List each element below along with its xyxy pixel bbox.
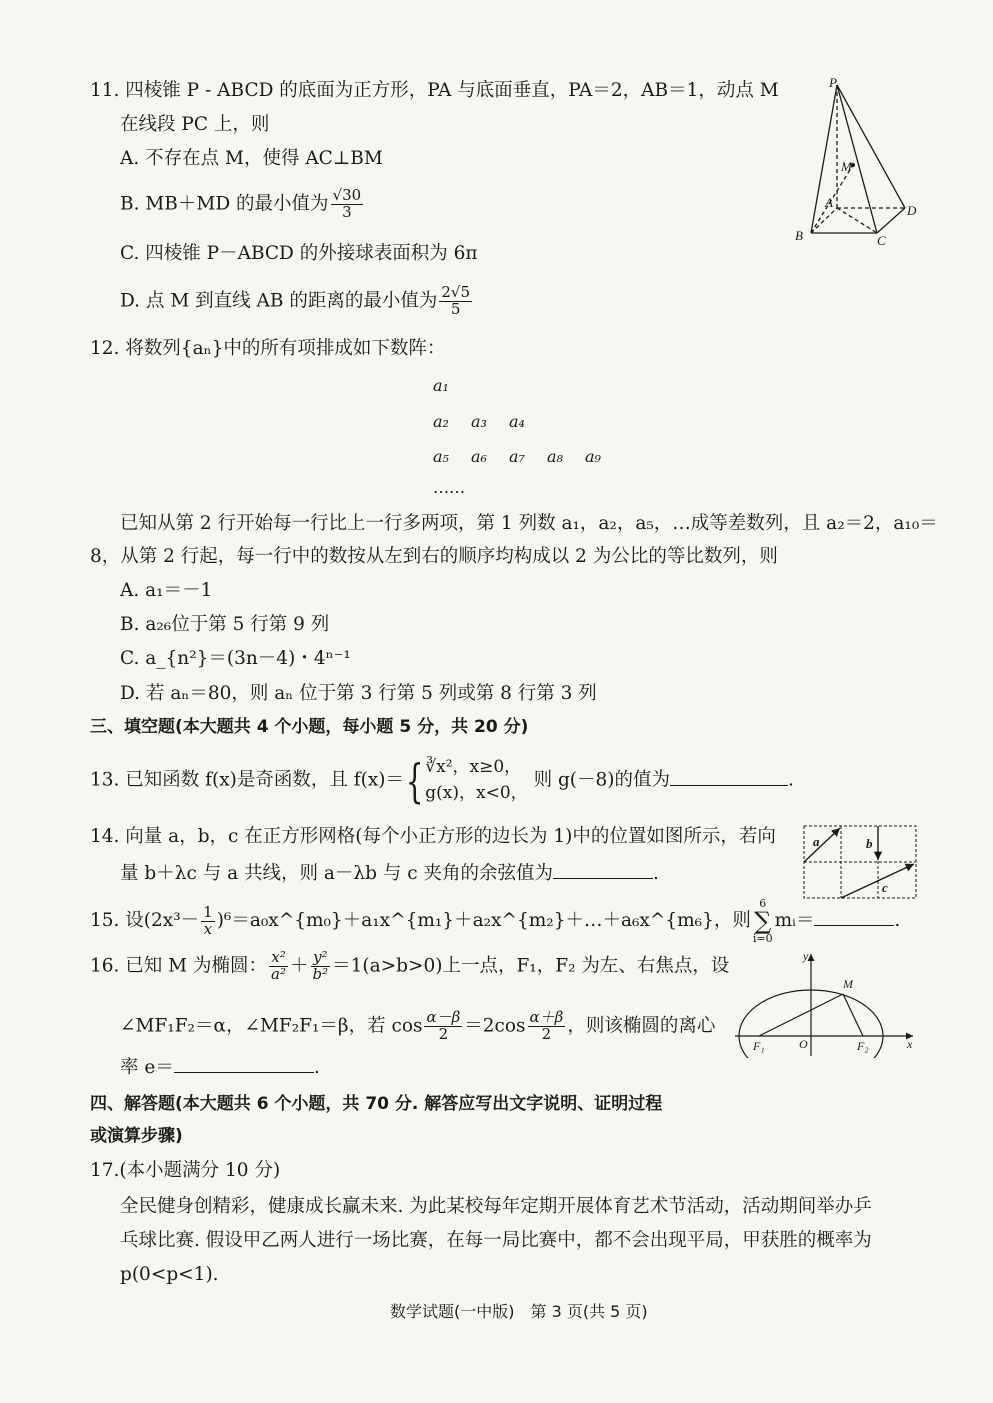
matrix-cell: a₄ xyxy=(509,412,525,431)
q15-middle: )⁶＝a₀x^{m₀}＋a₁x^{m₁}＋a₂x^{m₂}＋…＋a₆x^{m₆}，则 xyxy=(216,910,751,931)
label-y-axis: y xyxy=(803,949,809,963)
q16-x-fraction xyxy=(269,950,288,983)
q13-case2: g(x)，x<0， xyxy=(425,782,528,803)
pyramid-figure xyxy=(785,75,925,250)
fraction-numerator: α－β xyxy=(426,1008,461,1026)
q16-answer-blank[interactable] xyxy=(174,1054,314,1073)
q16-line2-middle: ＝2cos xyxy=(464,1015,526,1037)
q16-postfix: ＝1(a>b>0)上一点，F₁，F₂ 为左、右焦点，设 xyxy=(332,955,730,977)
fraction-numerator: α＋β xyxy=(529,1008,564,1026)
q16-line2-postfix: ，则该椭圆的离心 xyxy=(567,1015,716,1037)
q12-stem: 12. 将数列{aₙ}中的所有项排成如下数阵： xyxy=(90,338,446,359)
grid-lines xyxy=(804,826,916,898)
sum-symbol xyxy=(753,898,773,944)
q11-option-b-fraction xyxy=(331,188,364,221)
q12-line1: 已知从第 2 行开始每一行比上一行多两项，第 1 列数 a₁，a₂，a₅，…成等差数列，且 a₂＝2，a₁₀＝ xyxy=(120,513,938,534)
matrix-dots: …… xyxy=(433,478,465,497)
fraction-denominator: 3 xyxy=(342,202,352,221)
q16-prefix: 16. 已知 M 为椭圆： xyxy=(90,955,268,977)
section3-heading: 三、填空题(本大题共 4 个小题，每小题 5 分，共 20 分) xyxy=(90,717,529,737)
q14-line2 xyxy=(120,860,659,885)
q12-line2: 8，从第 2 行起，每一行中的数按从左到右的顺序均构成以 2 为公比的等比数列，则 xyxy=(90,546,778,567)
q16-line2-prefix: ∠MF₁F₂＝α，∠MF₂F₁＝β，若 cos xyxy=(120,1015,423,1037)
fraction-denominator: a² xyxy=(271,964,286,983)
q12-option-b: B. a₂₆位于第 5 行第 9 列 xyxy=(120,614,330,635)
q16-line2 xyxy=(120,1010,715,1043)
fraction-denominator: 5 xyxy=(450,299,461,318)
sigma-icon: ∑ xyxy=(754,907,772,935)
label-f2: F₂ xyxy=(857,1039,869,1053)
matrix-cell: a₂ xyxy=(433,412,449,431)
section4-heading-line2: 或演算步骤) xyxy=(90,1126,183,1146)
q13-end: . xyxy=(788,769,794,791)
ellipse-figure xyxy=(735,948,920,1058)
q14-end: . xyxy=(652,863,659,884)
matrix-cell: a₇ xyxy=(509,447,525,466)
fraction-numerator: √30 xyxy=(332,186,362,204)
q11-option-d-text: D. 点 M 到直线 AB 的距离的最小值为 xyxy=(120,290,438,312)
q13-case1: ∛x²，x≥0， xyxy=(425,757,522,777)
q11-stem-line2: 在线段 PC 上，则 xyxy=(120,114,270,135)
q14-line1: 14. 向量 a，b，c 在正方形网格(每个小正方形的边长为 1)中的位置如图所示，若向 xyxy=(90,826,776,847)
fraction-numerator: 1 xyxy=(203,902,213,921)
q15-line xyxy=(90,898,900,944)
q15-sum-body: mᵢ＝ xyxy=(774,910,815,931)
q13-prefix: 13. 已知函数 f(x)是奇函数，且 f(x)＝ xyxy=(90,769,404,791)
q14-line2-text: 量 b＋λc 与 a 共线，则 a－λb 与 c 夹角的余弦值为 xyxy=(120,863,553,884)
segment-mf2 xyxy=(843,994,863,1036)
q12-option-d: D. 若 aₙ＝80，则 aₙ 位于第 3 行第 5 列或第 8 行第 3 列 xyxy=(120,683,597,704)
q15-prefix: 15. 设(2x³－ xyxy=(90,910,200,931)
q11-option-c: C. 四棱锥 P－ABCD 的外接球表面积为 6π xyxy=(120,243,478,264)
fraction-denominator: b² xyxy=(312,964,329,983)
label-vector-a: a xyxy=(813,834,820,849)
sum-upper-limit: 6 xyxy=(759,897,767,910)
fraction-denominator: 2 xyxy=(438,1024,449,1043)
q12-option-a: A. a₁＝－1 xyxy=(120,580,213,601)
label-point-m: M xyxy=(843,977,853,991)
label-vector-c: c xyxy=(882,880,888,895)
q16-cos1-fraction xyxy=(424,1010,462,1043)
q16-y-fraction xyxy=(311,950,331,983)
q16-cos2-fraction xyxy=(528,1010,566,1043)
q15-fraction xyxy=(201,902,215,938)
matrix-cell: a₉ xyxy=(585,447,601,466)
q13-line xyxy=(90,755,794,806)
fraction-numerator: x² xyxy=(269,950,288,967)
q13-answer-blank[interactable] xyxy=(670,767,788,786)
fraction-numerator: y² xyxy=(311,950,331,967)
edge-cd xyxy=(877,208,905,233)
label-vector-b: b xyxy=(866,836,873,851)
matrix-cell: a₃ xyxy=(471,412,487,431)
q17-line1: 全民健身创精彩，健康成长赢未来. 为此某校每年定期开展体育艺术节活动，活动期间举办乒 xyxy=(120,1196,872,1217)
q11-option-d-fraction xyxy=(439,285,472,318)
q11-option-a: A. 不存在点 M，使得 AC⊥BM xyxy=(120,148,383,169)
page-footer: 数学试题(一中版) 第 3 页(共 5 页) xyxy=(390,1302,648,1321)
q17-line2: 乓球比赛. 假设甲乙两人进行一场比赛，在每一局比赛中，都不会出现平局，甲获胜的概率为 xyxy=(120,1230,872,1251)
matrix-cell: a₆ xyxy=(471,447,487,466)
q12-option-c: C. a_{n²}＝(3n－4)・4ⁿ⁻¹ xyxy=(120,648,351,669)
q13-postfix: 则 g(－8)的值为 xyxy=(533,769,670,791)
q16-end: . xyxy=(313,1057,320,1078)
label-x-axis: x xyxy=(907,1037,913,1051)
label-origin: O xyxy=(799,1037,808,1051)
brace-icon: { xyxy=(405,753,424,808)
q16-plus: ＋ xyxy=(289,955,309,977)
q16-line3 xyxy=(120,1054,320,1079)
edge-pb xyxy=(811,85,837,233)
segment-mf1 xyxy=(759,994,843,1036)
q16-line1 xyxy=(90,950,729,983)
q11-option-d xyxy=(120,285,474,318)
matrix-cell: a₈ xyxy=(547,447,563,466)
label-f1: F₁ xyxy=(753,1039,765,1053)
fraction-denominator: x xyxy=(203,919,213,938)
vector-grid-figure xyxy=(800,822,920,902)
fraction-denominator: 2 xyxy=(541,1024,552,1043)
section4-heading-line1: 四、解答题(本大题共 6 个小题，共 70 分. 解答应写出文字说明、证明过程 xyxy=(90,1094,663,1114)
fraction-numerator: 2√5 xyxy=(441,283,471,301)
matrix-cell: a₅ xyxy=(433,447,449,466)
edge-pd xyxy=(837,85,905,208)
label-p: P xyxy=(829,75,837,90)
q14-answer-blank[interactable] xyxy=(553,860,653,879)
sum-lower-limit: i=0 xyxy=(752,932,773,945)
q16-line3-text: 率 e＝ xyxy=(120,1057,174,1078)
label-d: D xyxy=(907,203,917,218)
q15-end: . xyxy=(894,910,901,931)
label-c: C xyxy=(877,233,886,248)
q17-line3: p(0<p<1). xyxy=(120,1264,219,1285)
label-m: M xyxy=(841,159,852,174)
q17-heading: 17.(本小题满分 10 分) xyxy=(90,1160,281,1181)
vector-a xyxy=(804,828,840,862)
q13-piecewise xyxy=(425,755,527,806)
q15-answer-blank[interactable] xyxy=(814,907,894,926)
label-a: A xyxy=(825,195,833,210)
matrix-cell: a₁ xyxy=(433,376,449,395)
label-b: B xyxy=(795,228,803,243)
q11-option-b xyxy=(120,188,365,221)
q11-option-b-text: B. MB＋MD 的最小值为 xyxy=(120,193,329,215)
q11-stem-line1: 11. 四棱锥 P - ABCD 的底面为正方形，PA 与底面垂直，PA＝2，AB＝1，动点 M xyxy=(90,80,779,101)
